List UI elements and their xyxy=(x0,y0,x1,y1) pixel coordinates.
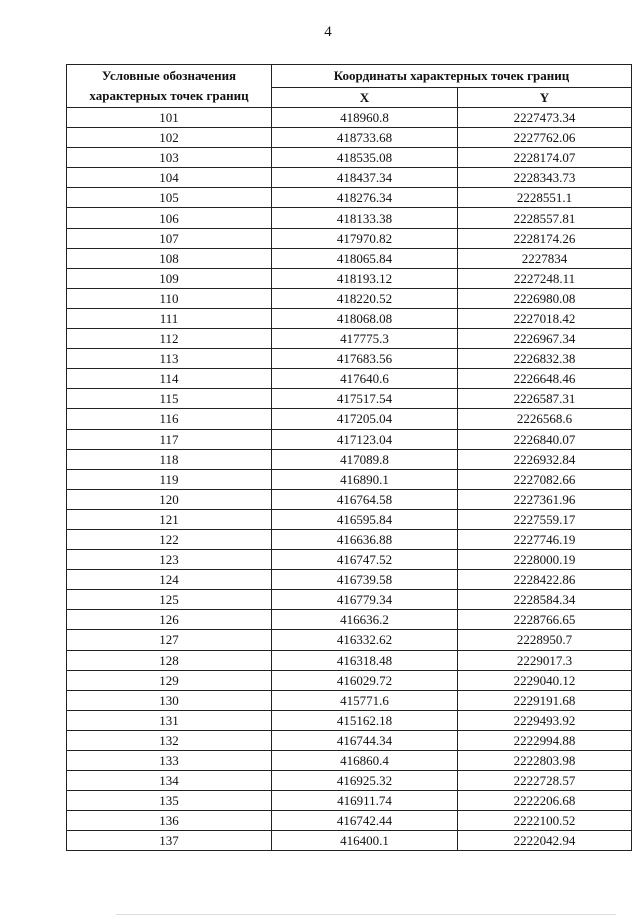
point-id-cell: 136 xyxy=(67,811,272,831)
y-coordinate-cell: 2227746.19 xyxy=(458,529,632,549)
x-coordinate-cell: 417640.6 xyxy=(272,369,458,389)
table-row xyxy=(67,529,632,549)
x-coordinate-cell: 417683.56 xyxy=(272,349,458,369)
point-id-cell: 112 xyxy=(67,329,272,349)
point-id-cell: 103 xyxy=(67,148,272,168)
y-coordinate-cell: 2228766.65 xyxy=(458,610,632,630)
y-coordinate-cell: 2226568.6 xyxy=(458,409,632,429)
x-coordinate-cell: 416029.72 xyxy=(272,670,458,690)
x-coordinate-cell: 416911.74 xyxy=(272,791,458,811)
table-row xyxy=(67,650,632,670)
y-coordinate-cell: 2226587.31 xyxy=(458,389,632,409)
table-row xyxy=(67,329,632,349)
table-body xyxy=(67,108,632,851)
y-coordinate-cell: 2226932.84 xyxy=(458,449,632,469)
table-row xyxy=(67,369,632,389)
y-coordinate-cell: 2227834 xyxy=(458,248,632,268)
y-coordinate-cell: 2227361.96 xyxy=(458,489,632,509)
x-coordinate-cell: 416739.58 xyxy=(272,570,458,590)
page-number: 4 xyxy=(324,24,332,40)
point-id-cell: 107 xyxy=(67,228,272,248)
table-row xyxy=(67,570,632,590)
coordinates-table xyxy=(66,64,632,851)
table-row xyxy=(67,308,632,328)
x-coordinate-cell: 418276.34 xyxy=(272,188,458,208)
y-coordinate-cell: 2227473.34 xyxy=(458,108,632,128)
point-id-cell: 123 xyxy=(67,550,272,570)
table-row xyxy=(67,670,632,690)
point-id-cell: 108 xyxy=(67,248,272,268)
point-id-cell: 115 xyxy=(67,389,272,409)
point-id-cell: 121 xyxy=(67,509,272,529)
header-point-label: Условные обозначения характерных точек границ xyxy=(67,65,272,108)
y-coordinate-cell: 2226980.08 xyxy=(458,288,632,308)
table-row xyxy=(67,590,632,610)
table-row xyxy=(67,751,632,771)
x-coordinate-cell: 415771.6 xyxy=(272,690,458,710)
y-coordinate-cell: 2228557.81 xyxy=(458,208,632,228)
table-row xyxy=(67,831,632,851)
point-id-cell: 114 xyxy=(67,369,272,389)
y-coordinate-cell: 2228422.86 xyxy=(458,570,632,590)
point-id-cell: 105 xyxy=(67,188,272,208)
x-coordinate-cell: 417970.82 xyxy=(272,228,458,248)
point-id-cell: 131 xyxy=(67,710,272,730)
point-id-cell: 129 xyxy=(67,670,272,690)
point-id-cell: 104 xyxy=(67,168,272,188)
x-coordinate-cell: 416925.32 xyxy=(272,771,458,791)
table-row xyxy=(67,349,632,369)
y-coordinate-cell: 2226840.07 xyxy=(458,429,632,449)
y-coordinate-cell: 2229017.3 xyxy=(458,650,632,670)
point-id-cell: 110 xyxy=(67,288,272,308)
point-id-cell: 102 xyxy=(67,128,272,148)
table-row xyxy=(67,811,632,831)
table-row xyxy=(67,730,632,750)
point-id-cell: 134 xyxy=(67,771,272,791)
point-id-cell: 128 xyxy=(67,650,272,670)
y-coordinate-cell: 2222994.88 xyxy=(458,730,632,750)
x-coordinate-cell: 418220.52 xyxy=(272,288,458,308)
point-id-cell: 126 xyxy=(67,610,272,630)
point-id-cell: 116 xyxy=(67,409,272,429)
x-coordinate-cell: 416890.1 xyxy=(272,469,458,489)
y-coordinate-cell: 2228950.7 xyxy=(458,630,632,650)
y-coordinate-cell: 2222206.68 xyxy=(458,791,632,811)
y-coordinate-cell: 2227018.42 xyxy=(458,308,632,328)
point-id-cell: 109 xyxy=(67,268,272,288)
x-coordinate-cell: 417517.54 xyxy=(272,389,458,409)
table-header xyxy=(67,65,632,108)
table-row xyxy=(67,188,632,208)
table-row xyxy=(67,449,632,469)
point-id-cell: 113 xyxy=(67,349,272,369)
point-id-cell: 132 xyxy=(67,730,272,750)
x-coordinate-cell: 416744.34 xyxy=(272,730,458,750)
table-row xyxy=(67,429,632,449)
point-id-cell: 125 xyxy=(67,590,272,610)
point-id-cell: 120 xyxy=(67,489,272,509)
y-coordinate-cell: 2222803.98 xyxy=(458,751,632,771)
point-id-cell: 119 xyxy=(67,469,272,489)
table-row xyxy=(67,128,632,148)
point-id-cell: 117 xyxy=(67,429,272,449)
y-coordinate-cell: 2228343.73 xyxy=(458,168,632,188)
table-row xyxy=(67,690,632,710)
x-coordinate-cell: 416764.58 xyxy=(272,489,458,509)
table-row xyxy=(67,288,632,308)
point-id-cell: 122 xyxy=(67,529,272,549)
table-row xyxy=(67,108,632,128)
point-id-cell: 111 xyxy=(67,308,272,328)
y-coordinate-cell: 2228174.07 xyxy=(458,148,632,168)
x-coordinate-cell: 416636.2 xyxy=(272,610,458,630)
x-coordinate-cell: 418193.12 xyxy=(272,268,458,288)
table-row xyxy=(67,469,632,489)
x-coordinate-cell: 417089.8 xyxy=(272,449,458,469)
y-coordinate-cell: 2229493.92 xyxy=(458,710,632,730)
header-coordinates-group: Координаты характерных точек границ xyxy=(272,65,632,88)
y-coordinate-cell: 2226967.34 xyxy=(458,329,632,349)
x-coordinate-cell: 416318.48 xyxy=(272,650,458,670)
x-coordinate-cell: 418133.38 xyxy=(272,208,458,228)
table-row xyxy=(67,389,632,409)
table-row xyxy=(67,409,632,429)
table-row xyxy=(67,168,632,188)
y-coordinate-cell: 2227082.66 xyxy=(458,469,632,489)
point-id-cell: 124 xyxy=(67,570,272,590)
y-coordinate-cell: 2229040.12 xyxy=(458,670,632,690)
table-row xyxy=(67,771,632,791)
x-coordinate-cell: 418960.8 xyxy=(272,108,458,128)
x-coordinate-cell: 416779.34 xyxy=(272,590,458,610)
y-coordinate-cell: 2228000.19 xyxy=(458,550,632,570)
x-coordinate-cell: 418068.08 xyxy=(272,308,458,328)
x-coordinate-cell: 416332.62 xyxy=(272,630,458,650)
x-coordinate-cell: 418733.68 xyxy=(272,128,458,148)
y-coordinate-cell: 2226648.46 xyxy=(458,369,632,389)
x-coordinate-cell: 418065.84 xyxy=(272,248,458,268)
x-coordinate-cell: 415162.18 xyxy=(272,710,458,730)
x-coordinate-cell: 418535.08 xyxy=(272,148,458,168)
x-coordinate-cell: 416747.52 xyxy=(272,550,458,570)
table-row xyxy=(67,489,632,509)
y-coordinate-cell: 2229191.68 xyxy=(458,690,632,710)
header-x: X xyxy=(272,88,458,108)
table-row xyxy=(67,248,632,268)
y-coordinate-cell: 2222100.52 xyxy=(458,811,632,831)
point-id-cell: 135 xyxy=(67,791,272,811)
point-id-cell: 118 xyxy=(67,449,272,469)
table-row xyxy=(67,630,632,650)
y-coordinate-cell: 2222728.57 xyxy=(458,771,632,791)
point-id-cell: 130 xyxy=(67,690,272,710)
x-coordinate-cell: 416400.1 xyxy=(272,831,458,851)
table-row xyxy=(67,710,632,730)
x-coordinate-cell: 416636.88 xyxy=(272,529,458,549)
table-row xyxy=(67,268,632,288)
table-row xyxy=(67,509,632,529)
table-row xyxy=(67,791,632,811)
table-row xyxy=(67,228,632,248)
y-coordinate-cell: 2222042.94 xyxy=(458,831,632,851)
x-coordinate-cell: 418437.34 xyxy=(272,168,458,188)
x-coordinate-cell: 417775.3 xyxy=(272,329,458,349)
x-coordinate-cell: 417205.04 xyxy=(272,409,458,429)
point-id-cell: 137 xyxy=(67,831,272,851)
y-coordinate-cell: 2228584.34 xyxy=(458,590,632,610)
point-id-cell: 133 xyxy=(67,751,272,771)
table-row xyxy=(67,208,632,228)
table-row xyxy=(67,610,632,630)
x-coordinate-cell: 416595.84 xyxy=(272,509,458,529)
y-coordinate-cell: 2227248.11 xyxy=(458,268,632,288)
table-row xyxy=(67,148,632,168)
point-id-cell: 127 xyxy=(67,630,272,650)
x-coordinate-cell: 416742.44 xyxy=(272,811,458,831)
y-coordinate-cell: 2228174.26 xyxy=(458,228,632,248)
page-bottom-rule xyxy=(116,914,616,915)
y-coordinate-cell: 2227762.06 xyxy=(458,128,632,148)
point-id-cell: 106 xyxy=(67,208,272,228)
y-coordinate-cell: 2226832.38 xyxy=(458,349,632,369)
y-coordinate-cell: 2227559.17 xyxy=(458,509,632,529)
table-row xyxy=(67,550,632,570)
y-coordinate-cell: 2228551.1 xyxy=(458,188,632,208)
point-id-cell: 101 xyxy=(67,108,272,128)
x-coordinate-cell: 416860.4 xyxy=(272,751,458,771)
header-y: Y xyxy=(458,88,632,108)
x-coordinate-cell: 417123.04 xyxy=(272,429,458,449)
